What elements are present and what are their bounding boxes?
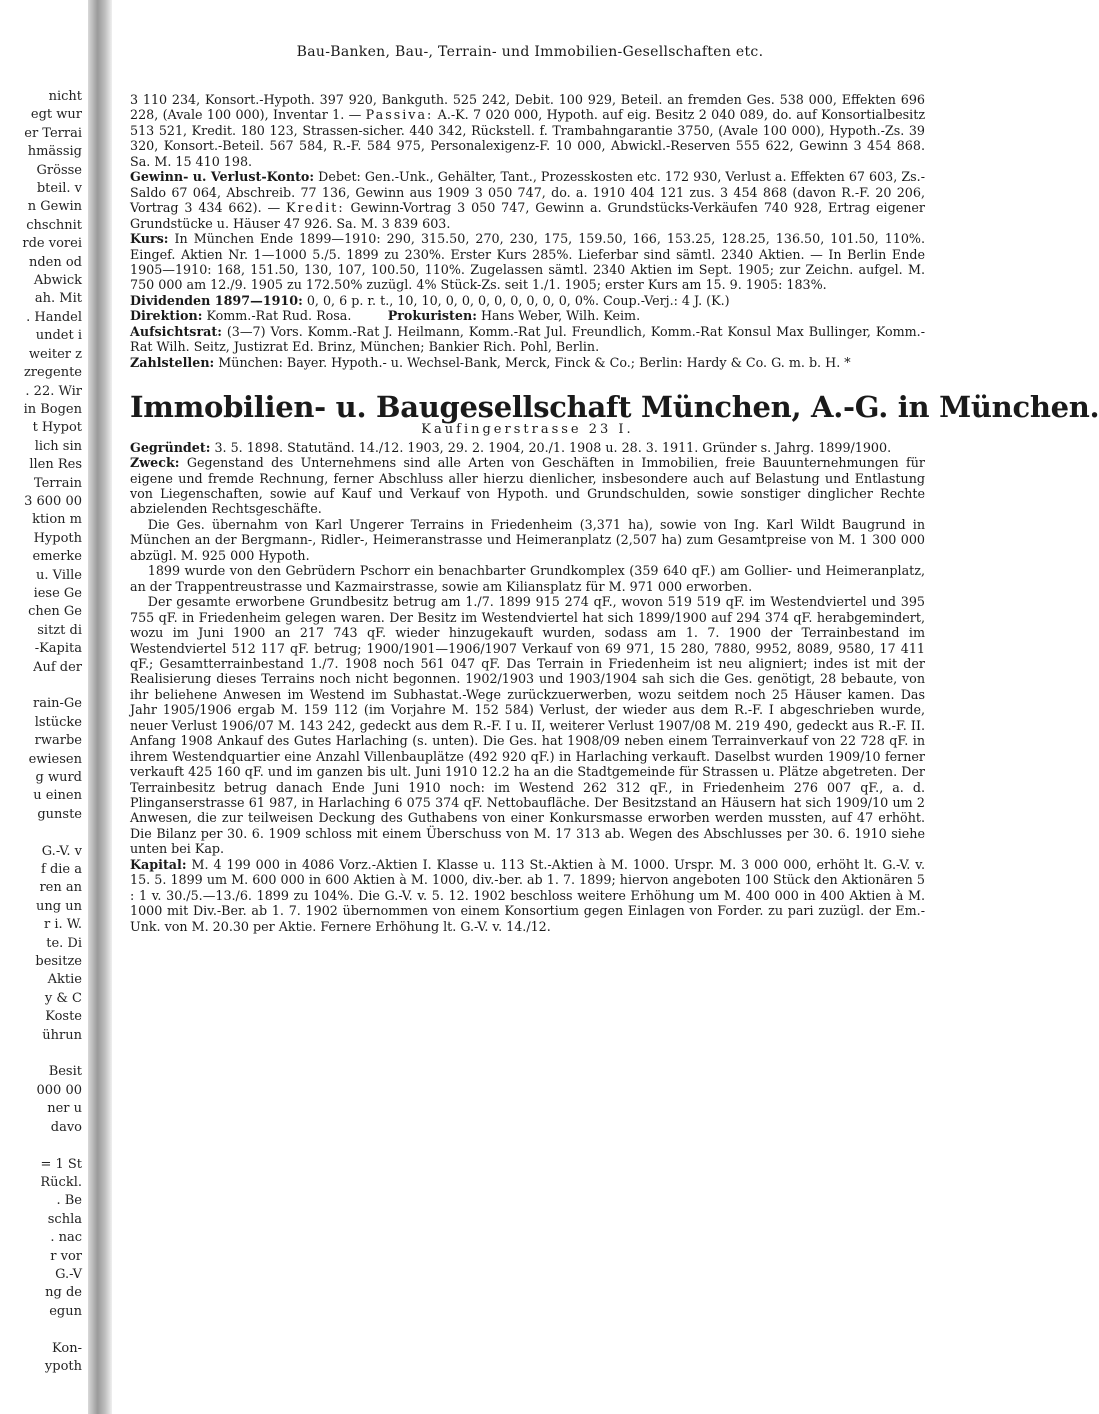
- fragment-line: lstücke: [34, 714, 82, 730]
- fragment-line: r i. W.: [44, 917, 82, 933]
- fragment-line: r vor: [50, 1248, 82, 1264]
- fragment-line: . Handel: [26, 309, 82, 325]
- fragment-line: [0, 1321, 88, 1339]
- fragment-line: ner u: [47, 1101, 82, 1117]
- fragment-line: [0, 824, 88, 842]
- fragment-line: n Gewin: [27, 199, 82, 215]
- fragment-line: nicht: [48, 89, 82, 104]
- fragment-line: ren an: [39, 880, 82, 896]
- fragment-line: bteil. v: [36, 181, 82, 197]
- aufsichtsrat-entry: Aufsichtsrat: (3—7) Vors. Komm.-Rat J. Heilmann, Komm.-Rat Jul. Freundlich, Komm.-Rat Konsul Max Bullinger, Komm.-Rat Wilh. Seitz, Justizrat Ed. Brinz, München; Bankier Rich. Pohl, Berlin.: [130, 323, 925, 355]
- fragment-line: ktion m: [32, 512, 82, 528]
- fragment-line: ührun: [42, 1027, 82, 1043]
- fragment-line: lich sin: [34, 438, 82, 454]
- fragment-line: davo: [50, 1119, 82, 1135]
- fragment-line: G.-V. v: [41, 843, 82, 859]
- zweck-entry: Zweck: Gegenstand des Unternehmens sind alle Arten von Geschäften in Immobilien, freie Bauunternehmungen für eigene und fremde Rechnung, ferner Abschluss aller hierzu dienlicher, insbesondere auch auf Belastung und Entlastung von Liegenschaften, sowie auf Kauf und Verkauf von Hypoth. und Grundschulden, sowie sonstiger dinglicher Rechte abzielenden Rechtsgeschäfte.: [130, 455, 925, 517]
- fragment-line: rde vorei: [22, 236, 82, 252]
- fragment-line: emerke: [32, 549, 82, 565]
- fragment-line: undet i: [35, 328, 82, 344]
- fragment-line: iese Ge: [33, 585, 82, 601]
- fragment-line: [0, 1137, 88, 1155]
- fragment-line: rwarbe: [34, 733, 82, 749]
- fragment-line: G.-V: [55, 1266, 82, 1282]
- fragment-line: ewiesen: [28, 751, 82, 767]
- prokuristen-label: Prokuristen:: [387, 308, 477, 324]
- fragment-line: [0, 1045, 88, 1063]
- kapital-label: Kapital:: [130, 856, 187, 872]
- fragment-line: ypoth: [44, 1358, 82, 1374]
- balance-aktiva-tail: 3 110 234, Konsort.-Hypoth. 397 920, Bankguth. 525 242, Debit. 100 929, Beteil. an fremden Ges. 538 000, Effekten 696 228, (Avale 100 000), Inventar 1. — Passiva: A.-K. 7 020 000, Hypoth. auf eig. Besitz 2 040 089, do. auf Konsortialbesitz 513 521, Kredit. 180 123, Strassen-sicher. 440 342, Rückstell. f. Trambahngarantie 3750, (Avale 100 000), Hypoth.-Zs. 39 320, Konsort.-Beteil. 567 584, R.-F. 584 975, Personalexigenz-F. 10 000, Abwickl.-Reserven 555 622, Gewinn 3 454 868. Sa. M. 15 410 198.: [130, 92, 926, 169]
- company-title: Immobilien- u. Baugesellschaft München, A.-G. in München.: [130, 390, 1099, 425]
- kurs-label: Kurs:: [130, 231, 169, 247]
- fragment-line: hmässig: [27, 144, 82, 160]
- fragment-line: ung un: [36, 898, 82, 914]
- fragment-line: = 1 St: [40, 1156, 82, 1172]
- fragment-line: Koste: [45, 1009, 82, 1025]
- fragment-line: llen Res: [29, 457, 82, 473]
- running-head: Bau-Banken, Bau-, Terrain- und Immobilien-Gesellschaften etc.: [296, 44, 764, 60]
- gegruendet-label: Gegründet:: [130, 439, 211, 455]
- zahlstellen-entry: Zahlstellen: München: Bayer. Hypoth.- u. Wechsel-Bank, Merck, Finck & Co.; Berlin: Hardy & Co. G. m. b. H. *: [130, 354, 851, 370]
- fragment-line: Auf der: [33, 659, 82, 675]
- dividenden-label: Dividenden 1897—1910:: [130, 292, 303, 308]
- fragment-line: nden od: [28, 254, 82, 270]
- kurs-entry: Kurs: In München Ende 1899—1910: 290, 315.50, 270, 230, 175, 159.50, 166, 153.25, 128.25, 136.50, 101.50, 110%. Eingef. Aktien Nr. 1—1000 5./5. 1899 zu 230%. Erster Kurs 285%. Lieferbar sind sämtl. 2340 Aktien. — In Berlin Ende 1905—1910: 168, 151.50, 130, 107, 100.50, 110%. Zugelassen sämtl. 2340 Aktien im Sept. 1905; zur Zeichn. aufgel. M. 750 000 am 12./9. 1905 zu 172.50% zuzügl. 4% Stück-Zs. seit 1./1. 1905; erster Kurs am 15. 9. 1905: 183%.: [130, 231, 925, 293]
- page-content: [130, 92, 1099, 934]
- fragment-line: g wurd: [35, 770, 82, 786]
- direktion-entry: Direktion: Komm.-Rat Rud. Rosa. Prokuristen: Hans Weber, Wilh. Keim.: [130, 308, 641, 324]
- fragment-line: Abwick: [33, 273, 82, 289]
- history-paragraph-1: Die Ges. übernahm von Karl Ungerer Terrains in Friedenheim (3,371 ha), sowie von Ing. Karl Wildt Baugrund in München an der Bergmann-, Ridler-, Heimeranstrasse und Heimeranplatz (2,507 ha) zum Gesamtpreise von M. 1 300 000 abzügl. M. 925 000 Hypoth.: [130, 516, 925, 563]
- passiva-label: Passiva:: [365, 107, 434, 123]
- zweck-label: Zweck:: [130, 455, 180, 471]
- fragment-line: ng de: [45, 1285, 82, 1301]
- fragment-line: gunste: [37, 806, 82, 822]
- fragment-line: rain-Ge: [33, 696, 82, 712]
- fragment-line: egt wur: [30, 107, 82, 123]
- fragment-line: ah. Mit: [34, 291, 82, 307]
- fragment-line: Grösse: [36, 162, 82, 178]
- fragment-line: besitze: [35, 954, 82, 970]
- fragment-line: Rückl.: [40, 1174, 82, 1190]
- previous-company-entry: [130, 92, 925, 370]
- gv-label: Gewinn- u. Verlust-Konto:: [130, 169, 315, 185]
- fragment-line: y & C: [44, 990, 82, 1006]
- kapital-entry: Kapital: M. 4 199 000 in 4086 Vorz.-Aktien I. Klasse u. 113 St.-Aktien à M. 1000. Urspr. M. 3 000 000, erhöht lt. G.-V. v. 15. 5. 1899 um M. 600 000 in 600 Aktien à M. 1000, div.-ber. ab 1. 7. 1899; hiervon angeboten 100 Stück den Aktionären 5 : 1 v. 30./5.—13./6. 1899 zu 104%. Die G.-V. v. 5. 12. 1902 beschloss weitere Erhöhung um M. 400 000 in 400 Aktien à M. 1000 mit Div.-Ber. ab 1. 7. 1902 übernommen von einem Konsortium gegen Einlagen von Forder. zu pari zuzügl. der Em.-Unk. von M. 20.30 per Aktie. Fernere Erhöhung lt. G.-V. v. 14./12.: [130, 856, 925, 934]
- zahlstellen-label: Zahlstellen:: [130, 354, 215, 370]
- fragment-line: chschnit: [26, 217, 82, 233]
- aufsichtsrat-label: Aufsichtsrat:: [130, 323, 222, 339]
- fragment-line: u einen: [33, 788, 82, 804]
- fragment-line: te. Di: [46, 935, 82, 951]
- fragment-line: Aktie: [47, 972, 82, 988]
- fragment-line: -Kapita: [34, 641, 82, 657]
- history-paragraph-2: 1899 wurde von den Gebrüdern Pschorr ein benachbarter Grundkomplex (359 640 qF.) am Gollier- und Heimeranplatz, an der Trappentreustrasse und Kazmairstrasse, sowie am Kiliansplatz für M. 971 000 erworben.: [130, 563, 925, 594]
- history-paragraph-3: Der gesamte erworbene Grundbesitz betrug am 1./7. 1899 915 274 qF., wovon 519 519 qF. im Westendviertel und 395 755 qF. in Friedenheim gelegen waren. Der Besitz im Westendviertel hat sich 1899/1900 auf 294 374 qF. herabgemindert, wozu im Juni 1900 an 217 743 qF. wieder hinzugekauft wurden, sodass am 1. 7. 1900 der Terrainbestand im Westendviertel 512 117 qF. betrug; 1900/1901—1906/1907 Verkauf von 69 971, 15 280, 7880, 9952, 8089, 9580, 17 411 qF.; Gesamtterrainbestand 1./7. 1908 noch 561 047 qF. Das Terrain in Friedenheim ist neu aligniert; indes ist mit der Realisierung dieses Terrains noch nicht begonnen. 1902/1903 und 1903/1904 sah sich die Ges. genötigt, 28 bebaute, von ihr beliehene Anwesen im Westend im Subhastat.-Wege zurückzuerwerben, wozu seitdem noch 25 Häuser kamen. Das Jahr 1905/1906 ergab M. 159 112 (im Vorjahre M. 152 584) Verlust, der wieder aus dem R.-F. I abgeschrieben wurde, neuer Verlust 1906/07 M. 143 242, gedeckt aus dem R.-F. I u. II, weiterer Verlust 1907/08 M. 219 490, gedeckt aus R.-F. II. Anfang 1908 Ankauf des Gutes Harlaching (s. unten). Die Ges. hat 1908/09 neben einem Terrainverkauf von 22 728 qF. in ihrem Westendquartier eine Anzahl Villenbauplätze (492 920 qF.) in Harlaching verkauft. Daselbst wurden 1909/10 ferner verkauft 425 160 qF. und im ganzen bis ult. Juni 1910 12.2 ha an die Stadtgemeinde für Strassen u. Plätze abgetreten. Der Terrainbesitz betrug danach Ende Juni 1910 noch: im Westend 262 312 qF., in Friedenheim 276 007 qF., a. d. Plinganserstrasse 61 987, in Harlaching 6 075 374 qF. Nettobaufläche. Der Besitzstand an Häusern hat sich 1909/10 um 2 Anwesen, die zur teilweisen Deckung des Guthabens von einer Konkursmasse erworben werden mussten, auf 47 erhöht. Die Bilanz per 30. 6. 1909 schloss mit einem Überschuss von M. 17 313 ab. Wegen des Abschlusses per 30. 6. 1910 siehe unten bei Kap.: [130, 594, 925, 857]
- fragment-line: . Be: [56, 1193, 82, 1209]
- fragment-line: u. Ville: [36, 567, 82, 583]
- company-entry: [130, 390, 1099, 934]
- fragment-line: weiter z: [28, 346, 82, 362]
- fragment-line: Hypoth: [33, 530, 82, 546]
- fragment-line: . nac: [50, 1230, 82, 1246]
- adjacent-page-fragment: [0, 88, 88, 1388]
- company-address: Kaufingerstrasse 23 I.: [421, 422, 634, 438]
- fragment-line: . 22. Wir: [25, 383, 82, 399]
- gewinn-verlust-konto: Gewinn- u. Verlust-Konto: Debet: Gen.-Unk., Gehälter, Tant., Prozesskosten etc. 172 930, Verlust a. Effekten 67 603, Zs.-Saldo 67 064, Abschreib. 77 136, Gewinn aus 1909 3 050 747, do. a. 1910 404 121 zus. 3 454 868 (davon R.-F. 20 206, Vortrag 3 434 662). — Kredit: Gewinn-Vortrag 3 050 747, Gewinn a. Grundstücks-Verkäufen 740 928, Ertrag eigener Grundstücke u. Häuser 47 926. Sa. M. 3 839 603.: [130, 169, 925, 231]
- fragment-line: Terrain: [33, 475, 82, 491]
- gegruendet-entry: Gegründet: 3. 5. 1898. Statutänd. 14./12. 1903, 29. 2. 1904, 20./1. 1908 u. 28. 3. 1911. Gründer s. Jahrg. 1899/1900.: [130, 439, 892, 455]
- fragment-line: zregente: [23, 365, 82, 381]
- fragment-line: egun: [49, 1303, 82, 1319]
- direktion-label: Direktion:: [130, 308, 203, 324]
- page-gutter-shadow: [88, 0, 112, 1414]
- fragment-line: t Hypot: [32, 420, 82, 436]
- fragment-line: 000 00: [36, 1082, 82, 1098]
- fragment-line: in Bogen: [23, 401, 82, 417]
- fragment-line: sitzt di: [37, 622, 82, 638]
- fragment-line: Besit: [48, 1064, 82, 1080]
- fragment-line: f die a: [41, 862, 82, 878]
- dividenden-entry: Dividenden 1897—1910: 0, 0, 6 p. r. t., 10, 10, 0, 0, 0, 0, 0, 0, 0, 0, 0%. Coup.-Verj.: 4 J. (K.): [130, 292, 730, 308]
- fragment-line: Kon-: [52, 1340, 82, 1356]
- fragment-line: 3 600 00: [24, 493, 82, 509]
- fragment-line: chen Ge: [28, 604, 82, 620]
- fragment-line: er Terrai: [24, 125, 82, 141]
- fragment-line: [0, 677, 88, 695]
- fragment-line: schla: [47, 1211, 82, 1227]
